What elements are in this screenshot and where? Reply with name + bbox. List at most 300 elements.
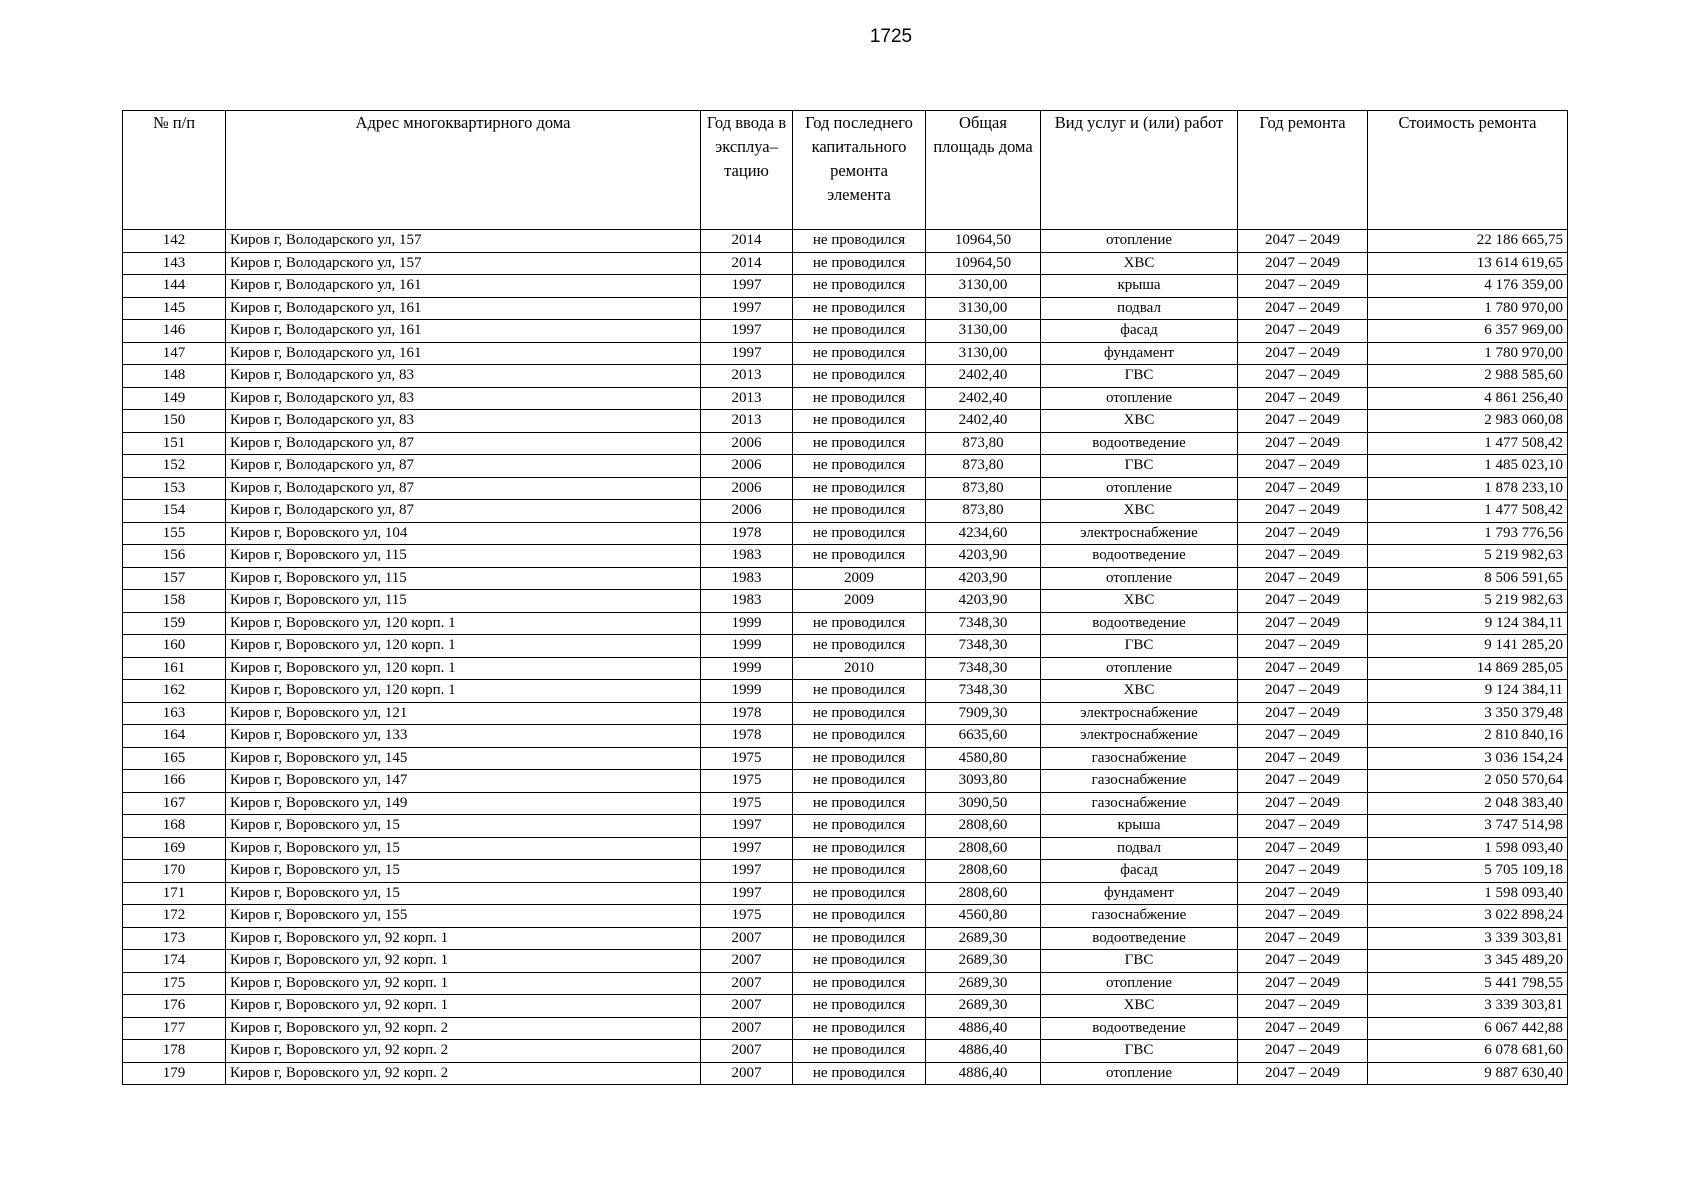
cell-work-type: газоснабжение (1041, 747, 1238, 770)
cell-address: Киров г, Володарского ул, 161 (226, 320, 701, 343)
table-row (123, 770, 1568, 793)
cell-address: Киров г, Воровского ул, 15 (226, 837, 701, 860)
cell-number: 173 (123, 927, 226, 950)
cell-total-area: 2808,60 (926, 837, 1041, 860)
cell-number: 152 (123, 455, 226, 478)
cell-number: 163 (123, 702, 226, 725)
cell-repair-year: 2047 – 2049 (1238, 995, 1368, 1018)
cell-last-repair-year: 2010 (793, 657, 926, 680)
cell-repair-cost: 1 780 970,00 (1368, 297, 1568, 320)
cell-repair-year: 2047 – 2049 (1238, 657, 1368, 680)
cell-last-repair-year: не проводился (793, 1040, 926, 1063)
cell-repair-year: 2047 – 2049 (1238, 567, 1368, 590)
cell-commission-year: 2014 (701, 252, 793, 275)
cell-last-repair-year: не проводился (793, 770, 926, 793)
cell-address: Киров г, Воровского ул, 92 корп. 1 (226, 950, 701, 973)
cell-total-area: 4234,60 (926, 522, 1041, 545)
cell-repair-cost: 6 067 442,88 (1368, 1017, 1568, 1040)
cell-commission-year: 1978 (701, 702, 793, 725)
cell-repair-year: 2047 – 2049 (1238, 1017, 1368, 1040)
cell-address: Киров г, Володарского ул, 87 (226, 432, 701, 455)
cell-work-type: водоотведение (1041, 545, 1238, 568)
cell-repair-year: 2047 – 2049 (1238, 792, 1368, 815)
cell-total-area: 873,80 (926, 432, 1041, 455)
cell-total-area: 873,80 (926, 455, 1041, 478)
cell-commission-year: 2006 (701, 432, 793, 455)
cell-work-type: отопление (1041, 1062, 1238, 1085)
cell-address: Киров г, Володарского ул, 161 (226, 297, 701, 320)
header-row (123, 111, 1568, 230)
cell-total-area: 2689,30 (926, 950, 1041, 973)
cell-total-area: 2402,40 (926, 410, 1041, 433)
cell-work-type: газоснабжение (1041, 770, 1238, 793)
cell-number: 146 (123, 320, 226, 343)
cell-work-type: отопление (1041, 387, 1238, 410)
table-row (123, 612, 1568, 635)
cell-commission-year: 2014 (701, 230, 793, 253)
table-row (123, 545, 1568, 568)
cell-work-type: ХВС (1041, 680, 1238, 703)
cell-repair-cost: 3 339 303,81 (1368, 927, 1568, 950)
cell-last-repair-year: не проводился (793, 702, 926, 725)
cell-number: 159 (123, 612, 226, 635)
cell-repair-cost: 1 793 776,56 (1368, 522, 1568, 545)
cell-commission-year: 2013 (701, 365, 793, 388)
table-row (123, 432, 1568, 455)
table-row (123, 1062, 1568, 1085)
cell-total-area: 4203,90 (926, 590, 1041, 613)
cell-repair-year: 2047 – 2049 (1238, 612, 1368, 635)
cell-number: 164 (123, 725, 226, 748)
cell-last-repair-year: не проводился (793, 230, 926, 253)
header-repair-year: Год ремонта (1238, 111, 1368, 230)
cell-number: 169 (123, 837, 226, 860)
cell-total-area: 3130,00 (926, 342, 1041, 365)
cell-total-area: 3130,00 (926, 275, 1041, 298)
cell-repair-year: 2047 – 2049 (1238, 747, 1368, 770)
table-row (123, 972, 1568, 995)
table-header (123, 111, 1568, 230)
header-repair-cost: Стоимость ремонта (1368, 111, 1568, 230)
cell-address: Киров г, Володарского ул, 157 (226, 252, 701, 275)
cell-repair-year: 2047 – 2049 (1238, 1062, 1368, 1085)
cell-repair-cost: 6 357 969,00 (1368, 320, 1568, 343)
cell-work-type: газоснабжение (1041, 905, 1238, 928)
table-row (123, 927, 1568, 950)
cell-last-repair-year: не проводился (793, 365, 926, 388)
cell-number: 147 (123, 342, 226, 365)
cell-repair-cost: 2 988 585,60 (1368, 365, 1568, 388)
cell-number: 160 (123, 635, 226, 658)
cell-address: Киров г, Володарского ул, 87 (226, 477, 701, 500)
cell-number: 166 (123, 770, 226, 793)
cell-last-repair-year: не проводился (793, 1062, 926, 1085)
cell-address: Киров г, Воровского ул, 92 корп. 2 (226, 1040, 701, 1063)
cell-total-area: 7348,30 (926, 635, 1041, 658)
cell-address: Киров г, Воровского ул, 115 (226, 545, 701, 568)
table-row (123, 725, 1568, 748)
cell-address: Киров г, Воровского ул, 120 корп. 1 (226, 680, 701, 703)
cell-repair-cost: 9 124 384,11 (1368, 680, 1568, 703)
cell-work-type: ХВС (1041, 252, 1238, 275)
cell-number: 153 (123, 477, 226, 500)
cell-last-repair-year: не проводился (793, 275, 926, 298)
table-row (123, 567, 1568, 590)
table-row (123, 995, 1568, 1018)
cell-commission-year: 1997 (701, 297, 793, 320)
cell-total-area: 4886,40 (926, 1017, 1041, 1040)
cell-repair-cost: 13 614 619,65 (1368, 252, 1568, 275)
table-row (123, 455, 1568, 478)
cell-last-repair-year: не проводился (793, 635, 926, 658)
cell-number: 156 (123, 545, 226, 568)
cell-repair-cost: 3 747 514,98 (1368, 815, 1568, 838)
cell-commission-year: 1999 (701, 657, 793, 680)
cell-commission-year: 1997 (701, 275, 793, 298)
cell-last-repair-year: не проводился (793, 432, 926, 455)
cell-repair-cost: 1 878 233,10 (1368, 477, 1568, 500)
cell-repair-year: 2047 – 2049 (1238, 320, 1368, 343)
cell-repair-year: 2047 – 2049 (1238, 1040, 1368, 1063)
cell-last-repair-year: не проводился (793, 477, 926, 500)
cell-total-area: 873,80 (926, 477, 1041, 500)
cell-number: 155 (123, 522, 226, 545)
cell-total-area: 3090,50 (926, 792, 1041, 815)
cell-address: Киров г, Воровского ул, 92 корп. 1 (226, 972, 701, 995)
cell-last-repair-year: не проводился (793, 882, 926, 905)
cell-total-area: 2689,30 (926, 972, 1041, 995)
cell-work-type: фасад (1041, 860, 1238, 883)
cell-commission-year: 1983 (701, 590, 793, 613)
cell-repair-year: 2047 – 2049 (1238, 725, 1368, 748)
cell-repair-cost: 2 983 060,08 (1368, 410, 1568, 433)
cell-work-type: водоотведение (1041, 432, 1238, 455)
cell-total-area: 7348,30 (926, 657, 1041, 680)
cell-last-repair-year: не проводился (793, 747, 926, 770)
cell-commission-year: 1999 (701, 635, 793, 658)
cell-total-area: 2689,30 (926, 995, 1041, 1018)
cell-commission-year: 1983 (701, 567, 793, 590)
cell-last-repair-year: не проводился (793, 612, 926, 635)
cell-work-type: газоснабжение (1041, 792, 1238, 815)
cell-repair-cost: 9 887 630,40 (1368, 1062, 1568, 1085)
cell-commission-year: 1997 (701, 342, 793, 365)
table-row (123, 680, 1568, 703)
table-body (123, 230, 1568, 1085)
table-row (123, 837, 1568, 860)
cell-repair-cost: 8 506 591,65 (1368, 567, 1568, 590)
table-row (123, 860, 1568, 883)
cell-address: Киров г, Воровского ул, 120 корп. 1 (226, 635, 701, 658)
cell-work-type: ХВС (1041, 410, 1238, 433)
cell-address: Киров г, Володарского ул, 161 (226, 275, 701, 298)
cell-address: Киров г, Воровского ул, 115 (226, 567, 701, 590)
cell-total-area: 2808,60 (926, 882, 1041, 905)
cell-number: 145 (123, 297, 226, 320)
cell-address: Киров г, Воровского ул, 92 корп. 1 (226, 927, 701, 950)
table-row (123, 792, 1568, 815)
cell-address: Киров г, Воровского ул, 147 (226, 770, 701, 793)
cell-commission-year: 1978 (701, 725, 793, 748)
cell-repair-cost: 22 186 665,75 (1368, 230, 1568, 253)
cell-repair-cost: 1 598 093,40 (1368, 837, 1568, 860)
cell-commission-year: 1997 (701, 882, 793, 905)
cell-commission-year: 1997 (701, 860, 793, 883)
cell-repair-year: 2047 – 2049 (1238, 702, 1368, 725)
cell-repair-cost: 1 485 023,10 (1368, 455, 1568, 478)
cell-address: Киров г, Володарского ул, 157 (226, 230, 701, 253)
cell-total-area: 7348,30 (926, 680, 1041, 703)
header-total-area: Общая площадь дома (926, 111, 1041, 230)
cell-commission-year: 1999 (701, 612, 793, 635)
cell-work-type: ХВС (1041, 500, 1238, 523)
cell-total-area: 2808,60 (926, 860, 1041, 883)
cell-repair-year: 2047 – 2049 (1238, 387, 1368, 410)
cell-commission-year: 2006 (701, 500, 793, 523)
cell-total-area: 3093,80 (926, 770, 1041, 793)
cell-work-type: ГВС (1041, 365, 1238, 388)
table-row (123, 252, 1568, 275)
cell-commission-year: 2007 (701, 972, 793, 995)
cell-commission-year: 1978 (701, 522, 793, 545)
cell-commission-year: 1997 (701, 837, 793, 860)
cell-repair-year: 2047 – 2049 (1238, 905, 1368, 928)
cell-commission-year: 2013 (701, 387, 793, 410)
cell-last-repair-year: не проводился (793, 297, 926, 320)
cell-repair-year: 2047 – 2049 (1238, 410, 1368, 433)
cell-commission-year: 2006 (701, 477, 793, 500)
cell-last-repair-year: не проводился (793, 792, 926, 815)
cell-repair-cost: 5 441 798,55 (1368, 972, 1568, 995)
cell-last-repair-year: не проводился (793, 252, 926, 275)
cell-address: Киров г, Воровского ул, 92 корп. 1 (226, 995, 701, 1018)
cell-last-repair-year: не проводился (793, 320, 926, 343)
cell-last-repair-year: не проводился (793, 455, 926, 478)
cell-address: Киров г, Воровского ул, 115 (226, 590, 701, 613)
cell-total-area: 2402,40 (926, 365, 1041, 388)
cell-address: Киров г, Володарского ул, 83 (226, 410, 701, 433)
cell-last-repair-year: не проводился (793, 950, 926, 973)
cell-address: Киров г, Воровского ул, 92 корп. 2 (226, 1017, 701, 1040)
cell-repair-cost: 1 780 970,00 (1368, 342, 1568, 365)
cell-number: 142 (123, 230, 226, 253)
cell-total-area: 4886,40 (926, 1062, 1041, 1085)
cell-repair-year: 2047 – 2049 (1238, 815, 1368, 838)
cell-work-type: фундамент (1041, 342, 1238, 365)
cell-total-area: 6635,60 (926, 725, 1041, 748)
cell-number: 174 (123, 950, 226, 973)
cell-number: 162 (123, 680, 226, 703)
cell-last-repair-year: не проводился (793, 725, 926, 748)
cell-repair-year: 2047 – 2049 (1238, 342, 1368, 365)
cell-repair-cost: 6 078 681,60 (1368, 1040, 1568, 1063)
cell-repair-cost: 14 869 285,05 (1368, 657, 1568, 680)
table-row (123, 297, 1568, 320)
cell-total-area: 7348,30 (926, 612, 1041, 635)
cell-total-area: 2402,40 (926, 387, 1041, 410)
cell-work-type: отопление (1041, 657, 1238, 680)
cell-work-type: отопление (1041, 477, 1238, 500)
cell-commission-year: 2007 (701, 1062, 793, 1085)
header-last-repair-year: Год последнего капитального ремонта элемента (793, 111, 926, 230)
cell-commission-year: 1983 (701, 545, 793, 568)
cell-commission-year: 1975 (701, 792, 793, 815)
cell-address: Киров г, Воровского ул, 15 (226, 860, 701, 883)
cell-number: 167 (123, 792, 226, 815)
cell-total-area: 4886,40 (926, 1040, 1041, 1063)
table-row (123, 230, 1568, 253)
cell-address: Киров г, Володарского ул, 87 (226, 500, 701, 523)
cell-repair-year: 2047 – 2049 (1238, 275, 1368, 298)
table-row (123, 590, 1568, 613)
cell-work-type: ГВС (1041, 950, 1238, 973)
cell-number: 149 (123, 387, 226, 410)
table-row (123, 702, 1568, 725)
cell-total-area: 10964,50 (926, 230, 1041, 253)
table-row (123, 387, 1568, 410)
table-row (123, 657, 1568, 680)
cell-address: Киров г, Воровского ул, 121 (226, 702, 701, 725)
cell-address: Киров г, Володарского ул, 87 (226, 455, 701, 478)
cell-number: 157 (123, 567, 226, 590)
cell-total-area: 3130,00 (926, 297, 1041, 320)
table-row (123, 1040, 1568, 1063)
cell-repair-year: 2047 – 2049 (1238, 882, 1368, 905)
cell-repair-cost: 3 345 489,20 (1368, 950, 1568, 973)
cell-address: Киров г, Володарского ул, 161 (226, 342, 701, 365)
cell-address: Киров г, Воровского ул, 15 (226, 815, 701, 838)
header-commission-year: Год ввода в эксплуа– тацию (701, 111, 793, 230)
cell-work-type: отопление (1041, 972, 1238, 995)
header-work-type: Вид услуг и (или) работ (1041, 111, 1238, 230)
cell-repair-year: 2047 – 2049 (1238, 455, 1368, 478)
cell-repair-year: 2047 – 2049 (1238, 972, 1368, 995)
cell-work-type: ГВС (1041, 455, 1238, 478)
cell-work-type: электроснабжение (1041, 522, 1238, 545)
cell-work-type: ГВС (1041, 635, 1238, 658)
cell-repair-cost: 3 350 379,48 (1368, 702, 1568, 725)
page-number: 1725 (869, 26, 913, 47)
cell-repair-cost: 1 598 093,40 (1368, 882, 1568, 905)
cell-work-type: ХВС (1041, 995, 1238, 1018)
cell-repair-year: 2047 – 2049 (1238, 860, 1368, 883)
cell-commission-year: 1975 (701, 770, 793, 793)
cell-work-type: фундамент (1041, 882, 1238, 905)
cell-repair-year: 2047 – 2049 (1238, 432, 1368, 455)
cell-last-repair-year: не проводился (793, 410, 926, 433)
cell-total-area: 2808,60 (926, 815, 1041, 838)
cell-commission-year: 1999 (701, 680, 793, 703)
cell-last-repair-year: не проводился (793, 972, 926, 995)
cell-number: 143 (123, 252, 226, 275)
table-row (123, 275, 1568, 298)
cell-number: 177 (123, 1017, 226, 1040)
cell-last-repair-year: не проводился (793, 545, 926, 568)
cell-repair-year: 2047 – 2049 (1238, 365, 1368, 388)
cell-commission-year: 2013 (701, 410, 793, 433)
cell-last-repair-year: не проводился (793, 815, 926, 838)
cell-repair-year: 2047 – 2049 (1238, 837, 1368, 860)
cell-total-area: 4580,80 (926, 747, 1041, 770)
table-row (123, 747, 1568, 770)
cell-repair-year: 2047 – 2049 (1238, 680, 1368, 703)
cell-address: Киров г, Воровского ул, 133 (226, 725, 701, 748)
cell-repair-year: 2047 – 2049 (1238, 950, 1368, 973)
cell-work-type: отопление (1041, 230, 1238, 253)
cell-repair-cost: 4 861 256,40 (1368, 387, 1568, 410)
cell-commission-year: 2007 (701, 950, 793, 973)
table-row (123, 815, 1568, 838)
cell-repair-year: 2047 – 2049 (1238, 590, 1368, 613)
cell-work-type: фасад (1041, 320, 1238, 343)
cell-repair-year: 2047 – 2049 (1238, 477, 1368, 500)
cell-total-area: 4203,90 (926, 545, 1041, 568)
cell-address: Киров г, Воровского ул, 155 (226, 905, 701, 928)
cell-address: Киров г, Воровского ул, 145 (226, 747, 701, 770)
cell-number: 148 (123, 365, 226, 388)
cell-repair-cost: 3 036 154,24 (1368, 747, 1568, 770)
cell-total-area: 3130,00 (926, 320, 1041, 343)
cell-repair-cost: 9 124 384,11 (1368, 612, 1568, 635)
cell-address: Киров г, Воровского ул, 92 корп. 2 (226, 1062, 701, 1085)
cell-number: 150 (123, 410, 226, 433)
cell-last-repair-year: 2009 (793, 567, 926, 590)
cell-work-type: водоотведение (1041, 612, 1238, 635)
table-row (123, 905, 1568, 928)
cell-last-repair-year: не проводился (793, 1017, 926, 1040)
cell-repair-year: 2047 – 2049 (1238, 545, 1368, 568)
cell-commission-year: 1975 (701, 747, 793, 770)
cell-address: Киров г, Воровского ул, 149 (226, 792, 701, 815)
cell-repair-cost: 5 219 982,63 (1368, 590, 1568, 613)
cell-repair-cost: 5 705 109,18 (1368, 860, 1568, 883)
cell-number: 175 (123, 972, 226, 995)
header-number: № п/п (123, 111, 226, 230)
table-row (123, 635, 1568, 658)
cell-last-repair-year: не проводился (793, 995, 926, 1018)
cell-commission-year: 2007 (701, 1017, 793, 1040)
cell-commission-year: 2006 (701, 455, 793, 478)
cell-number: 144 (123, 275, 226, 298)
cell-repair-year: 2047 – 2049 (1238, 297, 1368, 320)
table-row (123, 522, 1568, 545)
table-row (123, 882, 1568, 905)
cell-last-repair-year: не проводился (793, 860, 926, 883)
cell-work-type: отопление (1041, 567, 1238, 590)
cell-number: 165 (123, 747, 226, 770)
cell-repair-year: 2047 – 2049 (1238, 252, 1368, 275)
cell-total-area: 873,80 (926, 500, 1041, 523)
cell-repair-cost: 3 022 898,24 (1368, 905, 1568, 928)
cell-total-area: 7909,30 (926, 702, 1041, 725)
cell-repair-cost: 1 477 508,42 (1368, 432, 1568, 455)
cell-work-type: подвал (1041, 297, 1238, 320)
cell-repair-year: 2047 – 2049 (1238, 230, 1368, 253)
table-row (123, 320, 1568, 343)
cell-repair-cost: 2 810 840,16 (1368, 725, 1568, 748)
cell-number: 171 (123, 882, 226, 905)
table-row (123, 365, 1568, 388)
cell-repair-cost: 3 339 303,81 (1368, 995, 1568, 1018)
cell-last-repair-year: не проводился (793, 342, 926, 365)
cell-repair-year: 2047 – 2049 (1238, 522, 1368, 545)
cell-address: Киров г, Воровского ул, 120 корп. 1 (226, 657, 701, 680)
cell-number: 161 (123, 657, 226, 680)
cell-work-type: подвал (1041, 837, 1238, 860)
cell-repair-year: 2047 – 2049 (1238, 927, 1368, 950)
cell-number: 168 (123, 815, 226, 838)
cell-repair-cost: 2 048 383,40 (1368, 792, 1568, 815)
